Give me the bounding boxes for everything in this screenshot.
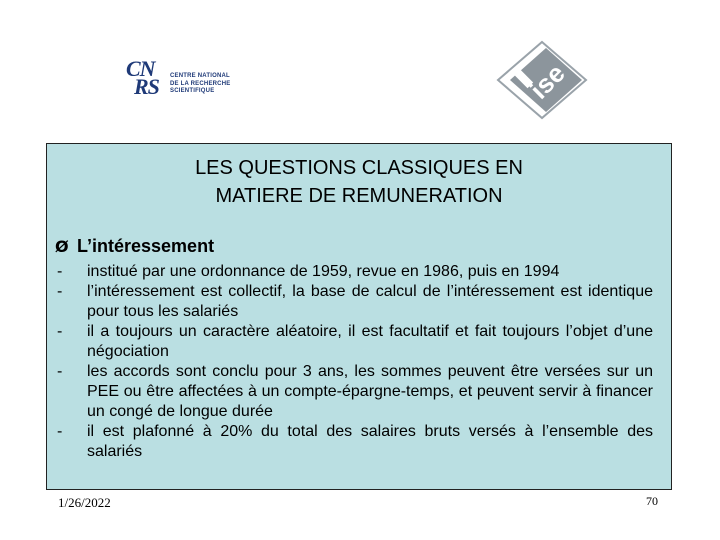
- cnrs-text-line: DE LA RECHERCHE: [170, 80, 231, 87]
- cnrs-logo-mark: [126, 56, 159, 99]
- list-item: [57, 362, 653, 422]
- dash-bullet: -: [57, 323, 63, 340]
- content-panel: [46, 143, 672, 490]
- list-item: [57, 422, 653, 462]
- list-item-text: institué par une ordonnance de 1959, revue en 1986, puis en 1994: [87, 263, 560, 280]
- cnrs-logo: [126, 56, 246, 102]
- cnrs-text-line: SCIENTIFIQUE: [170, 88, 215, 94]
- cnrs-text-line: CENTRE NATIONAL: [170, 73, 230, 79]
- footer-date: 1/26/2022: [58, 495, 111, 510]
- list-item-text: il est plafonné à 20% du total des salaires bruts versés à l’ensemble des salariés: [87, 423, 653, 460]
- arrow-bullet-icon: Ø: [55, 237, 69, 256]
- dash-bullet: -: [57, 263, 63, 280]
- list-item: [57, 282, 653, 322]
- slide-title: [47, 154, 671, 210]
- cnrs-logo-text: [170, 73, 230, 96]
- ise-logo: [496, 40, 588, 120]
- list-item: [57, 322, 653, 362]
- dash-bullet: -: [57, 363, 63, 380]
- list-item: [57, 262, 653, 282]
- cnrs-mark-line2: RS: [134, 74, 159, 99]
- section-heading: [55, 236, 214, 257]
- section-title: L’intéressement: [77, 236, 215, 256]
- ise-logo-text: ise: [523, 57, 571, 105]
- page-number: 70: [646, 494, 658, 508]
- cnrs-mark-line1: CN: [126, 56, 155, 81]
- slide-title-line2: MATIERE DE REMUNERATION: [215, 185, 503, 207]
- dash-bullet: -: [57, 283, 63, 300]
- bullet-list: [57, 262, 653, 462]
- list-item-text: l’intéressement est collectif, la base de calcul de l’intéressement est identique pour tous les salariés: [87, 283, 653, 320]
- list-item-text: les accords sont conclu pour 3 ans, les sommes peuvent être versées sur un PEE ou être affectées à un compte-épargne-temps, et peuvent servir à financer un congé de longue durée: [87, 363, 653, 420]
- ise-logo-graphic: [496, 40, 588, 120]
- slide-title-line1: LES QUESTIONS CLASSIQUES EN: [195, 157, 523, 179]
- list-item-text: il a toujours un caractère aléatoire, il est facultatif et fait toujours l’objet d’une négociation: [87, 323, 653, 360]
- dash-bullet: -: [57, 423, 63, 440]
